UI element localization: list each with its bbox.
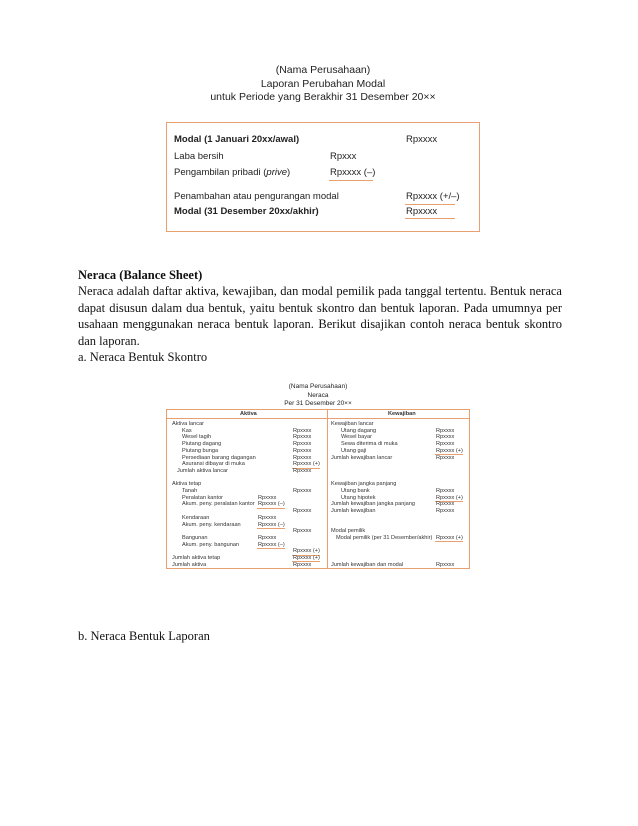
fig2-date: Per 31 Desember 20×× bbox=[284, 400, 352, 407]
fig1-row-value: Rpxxx bbox=[330, 151, 357, 162]
asset-value: Rpxxxx bbox=[293, 467, 312, 474]
liability-label: Modal pemilik bbox=[331, 528, 366, 535]
underline bbox=[257, 528, 285, 529]
underline bbox=[405, 204, 455, 205]
liability-value: Rpxxxx bbox=[436, 561, 455, 568]
asset-value: Rpxxxx bbox=[293, 454, 312, 461]
underline bbox=[435, 541, 463, 542]
fig1-row-label: Laba bersih bbox=[174, 151, 224, 162]
liability-value: Rpxxxx bbox=[436, 434, 455, 441]
asset-label: Piutang bunga bbox=[182, 447, 219, 454]
asset-subvalue: Rpxxxx bbox=[258, 534, 277, 541]
liability-value: Rpxxxx bbox=[436, 427, 455, 434]
asset-value: Rpxxxx (+) bbox=[293, 555, 320, 561]
subheading-skontro: a. Neraca Bentuk Skontro bbox=[78, 350, 208, 364]
asset-label: Aktiva lancar bbox=[172, 421, 205, 427]
asset-label: Aktiva tetap bbox=[172, 481, 202, 488]
fig1-row-label: Modal (1 Januari 20xx/awal) bbox=[174, 134, 300, 145]
asset-value: Rpxxxx bbox=[293, 508, 312, 515]
fig1-row-value: Rpxxxx (+/–) bbox=[406, 191, 460, 202]
liability-value: Rpxxxx (+) bbox=[436, 494, 463, 501]
fig1-company: (Nama Perusahaan) bbox=[275, 64, 371, 76]
asset-label: Jumlah aktiva lancar bbox=[177, 467, 228, 474]
fig1-row-value: Rpxxxx bbox=[406, 134, 438, 145]
liability-label: Modal pemilik (per 31 Desember/akhir) bbox=[336, 534, 433, 541]
liability-label: Jumlah kewajiban bbox=[331, 508, 376, 515]
liability-label: Utang gaji bbox=[341, 447, 367, 454]
liability-label: Wesel bayar bbox=[341, 434, 372, 441]
asset-label: Persediaan barang dagangan bbox=[182, 454, 256, 461]
asset-value: Rpxxxx bbox=[293, 441, 312, 448]
liability-label: Utang bank bbox=[341, 488, 370, 494]
asset-subvalue: Rpxxxx (–) bbox=[258, 501, 285, 508]
liability-label: Utang dagang bbox=[341, 427, 377, 434]
liability-label: Jumlah kewajiban lancar bbox=[331, 454, 393, 461]
asset-label: Peralatan kantor bbox=[182, 494, 224, 501]
liability-label: Utang hipotek bbox=[341, 494, 376, 501]
asset-subvalue: Rpxxxx (–) bbox=[258, 521, 285, 528]
fig2-company: (Nama Perusahaan) bbox=[288, 383, 348, 390]
assets-header: Aktiva bbox=[240, 411, 257, 417]
asset-label: Kendaraan bbox=[182, 514, 210, 521]
asset-value: Rpxxxx bbox=[293, 528, 312, 535]
fig2-title: Neraca bbox=[307, 391, 329, 399]
liability-value: Rpxxxx bbox=[436, 501, 455, 508]
asset-subvalue: Rpxxxx (–) bbox=[258, 541, 285, 548]
asset-label: Jumlah aktiva bbox=[172, 561, 207, 568]
liability-value: Rpxxxx bbox=[436, 508, 455, 515]
asset-value: Rpxxxx bbox=[293, 447, 312, 454]
asset-value: Rpxxxx bbox=[293, 561, 312, 568]
fig2-heading bbox=[166, 383, 470, 409]
fig1-heading bbox=[166, 64, 480, 105]
asset-value: Rpxxxx bbox=[293, 427, 312, 434]
liability-label: Sewa diterima di muka bbox=[341, 441, 398, 448]
liability-value: Rpxxxx bbox=[436, 454, 455, 461]
asset-value: Rpxxxx bbox=[293, 434, 312, 441]
fig1-row-label: Penambahan atau pengurangan modal bbox=[174, 191, 339, 202]
liability-label: Jumlah kewajiban jangka panjang bbox=[331, 501, 415, 508]
asset-value: Rpxxxx (+) bbox=[293, 461, 320, 468]
fig1-row-label: Modal (31 Desember 20xx/akhir) bbox=[174, 206, 319, 217]
section-heading: Neraca (Balance Sheet) bbox=[78, 268, 203, 282]
asset-label: Akum. peny. bangunan bbox=[182, 541, 240, 548]
fig1-period: untuk Periode yang Berakhir 31 Desember 20×× bbox=[210, 91, 436, 103]
liability-value: Rpxxxx (+) bbox=[436, 534, 463, 541]
underline bbox=[329, 180, 373, 181]
asset-value: Rpxxxx bbox=[293, 488, 312, 494]
underline bbox=[257, 508, 285, 509]
asset-label: Akum. peny. kendaraan bbox=[182, 521, 241, 528]
asset-label: Akum. peny. peralatan kantor bbox=[182, 501, 255, 508]
liability-label: Kewajiban jangka panjang bbox=[331, 481, 397, 488]
subheading-laporan: b. Neraca Bentuk Laporan bbox=[78, 629, 210, 643]
liability-value: Rpxxxx bbox=[436, 441, 455, 448]
asset-label: Wesel tagih bbox=[182, 434, 212, 441]
body-paragraph: Neraca adalah daftar aktiva, kewajiban, dan modal pemilik pada tanggal tertentu. Bentuk neraca dapat disusun dalam dua bentuk, yaitu bentuk skontro dan bentuk laporan. Pada umumnya per usahaan menggunakan neraca bentuk laporan. Berikut disajikan contoh neraca bentuk skontro dan laporan. bbox=[78, 284, 562, 348]
fig1-row-label: Pengambilan pribadi (prive) bbox=[174, 167, 291, 178]
asset-subvalue: Rpxxxx bbox=[258, 514, 277, 521]
liability-label: Jumlah kewajiban dan modal bbox=[331, 561, 404, 568]
fig1-row-value: Rpxxxx bbox=[406, 206, 438, 217]
asset-value: Rpxxxx (+) bbox=[293, 548, 320, 555]
underline bbox=[405, 218, 455, 219]
liability-value: Rpxxxx bbox=[436, 488, 455, 494]
asset-label: Jumlah aktiva tetap bbox=[172, 555, 221, 561]
liabilities-header: Kewajiban bbox=[388, 411, 416, 417]
asset-label: Asuransi dibayar di muka bbox=[182, 461, 245, 468]
underline bbox=[257, 548, 285, 549]
liability-label: Kewajiban lancar bbox=[331, 421, 374, 427]
asset-label: Bangunan bbox=[182, 534, 208, 541]
asset-subvalue: Rpxxxx bbox=[258, 494, 277, 501]
fig1-title: Laporan Perubahan Modal bbox=[260, 77, 386, 90]
liability-value: Rpxxxx (+) bbox=[436, 447, 463, 454]
asset-label: Kas bbox=[182, 427, 192, 434]
divider bbox=[166, 418, 470, 419]
asset-label: Tanah bbox=[182, 488, 198, 494]
divider bbox=[327, 409, 328, 569]
fig1-row-value: Rpxxxx (–) bbox=[330, 167, 376, 178]
asset-label: Piutang dagang bbox=[182, 441, 222, 448]
